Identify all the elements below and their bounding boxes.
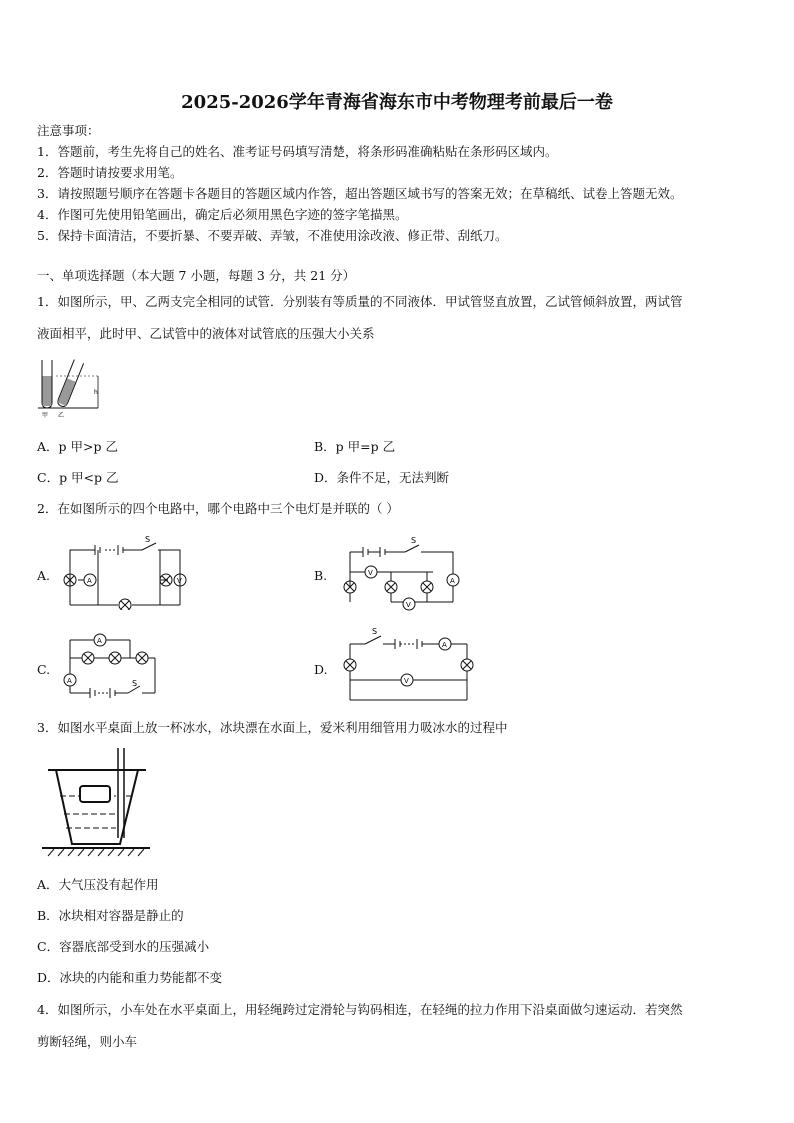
- q2-stem: 2．在如图所示的四个电路中，哪个电路中三个电灯是并联的（ ）: [37, 501, 399, 516]
- q1-option-b: B．p 甲=p 乙: [314, 439, 396, 454]
- q2-label-d: D.: [314, 662, 328, 677]
- notice-item: 1．答题前，考生先将自己的姓名、准考证号码填写清楚，将条形码准确粘贴在条形码区域内。: [37, 144, 558, 159]
- q1-option-d: D．条件不足，无法判断: [314, 470, 450, 485]
- section-heading: 一、单项选择题（本大题 7 小题，每题 3 分，共 21 分）: [37, 268, 356, 283]
- q2-circuit-d: [335, 622, 480, 707]
- ammeter-label: A: [442, 641, 447, 649]
- q3-stem: 3．如图水平桌面上放一杯冰水，冰块漂在水面上，爱米利用细管用力吸冰水的过程中: [37, 720, 508, 735]
- q1-option-a: A．p 甲>p 乙: [37, 439, 118, 454]
- switch-label: S: [411, 536, 417, 545]
- q3-option-b: B．冰块相对容器是静止的: [37, 908, 184, 923]
- q1-label-jia: 甲: [42, 412, 49, 418]
- switch-label: S: [372, 627, 378, 636]
- voltmeter-label: V: [368, 569, 373, 577]
- ammeter-label: A: [97, 637, 102, 645]
- ammeter-label: A: [67, 677, 72, 685]
- q3-ice-water-cup-figure: [38, 748, 153, 860]
- q2-circuit-a: [60, 535, 195, 610]
- q2-label-c: C.: [37, 662, 51, 677]
- voltmeter-label: V: [406, 601, 411, 609]
- voltmeter-label: V: [177, 577, 182, 585]
- ammeter-label: A: [450, 577, 455, 585]
- q2-circuit-c: [60, 628, 165, 703]
- notice-heading: 注意事项：: [37, 123, 100, 138]
- q1-label-yi: 乙: [58, 412, 65, 418]
- q1-label-h: h: [94, 389, 98, 396]
- q4-stem-line1: 4．如图所示，小车处在水平桌面上，用轻绳跨过定滑轮与钩码相连，在轻绳的拉力作用下沿桌面做匀速运动．若突然: [37, 1002, 683, 1017]
- ammeter-label: A: [87, 577, 92, 585]
- notice-item: 5．保持卡面清洁，不要折暴、不要弄破、弄皱，不准使用涂改液、修正带、刮纸刀。: [37, 228, 508, 243]
- q4-stem-line2: 剪断轻绳，则小车: [37, 1034, 138, 1049]
- q3-option-d: D．冰块的内能和重力势能都不变: [37, 970, 223, 985]
- q2-circuit-b: [335, 532, 470, 617]
- notice-item: 2．答题时请按要求用笔。: [37, 165, 183, 180]
- q1-option-c: C．p 甲<p 乙: [37, 470, 119, 485]
- voltmeter-label: V: [404, 677, 409, 685]
- switch-label: S: [145, 535, 151, 544]
- q1-stem-line1: 1．如图所示，甲、乙两支完全相同的试管．分别装有等质量的不同液体．甲试管竖直放置，乙试管倾斜放置，两试管: [37, 294, 683, 309]
- notice-item: 4．作图可先使用铅笔画出，确定后必须用黑色字迹的签字笔描黑。: [37, 207, 408, 222]
- switch-label: S: [132, 679, 138, 688]
- q3-option-a: A．大气压没有起作用: [37, 877, 159, 892]
- q1-stem-line2: 液面相平，此时甲、乙试管中的液体对试管底的压强大小关系: [37, 326, 375, 341]
- q2-label-b: B.: [314, 568, 328, 583]
- q2-label-a: A.: [37, 568, 51, 583]
- q3-option-c: C．容器底部受到水的压强减小: [37, 939, 210, 954]
- q1-test-tubes-figure: [36, 356, 106, 418]
- notice-item: 3．请按照题号顺序在答题卡各题目的答题区域内作答，超出答题区域书写的答案无效；在草稿纸、试卷上答题无效。: [37, 186, 683, 201]
- page-title: 2025-2026学年青海省海东市中考物理考前最后一卷: [181, 92, 613, 113]
